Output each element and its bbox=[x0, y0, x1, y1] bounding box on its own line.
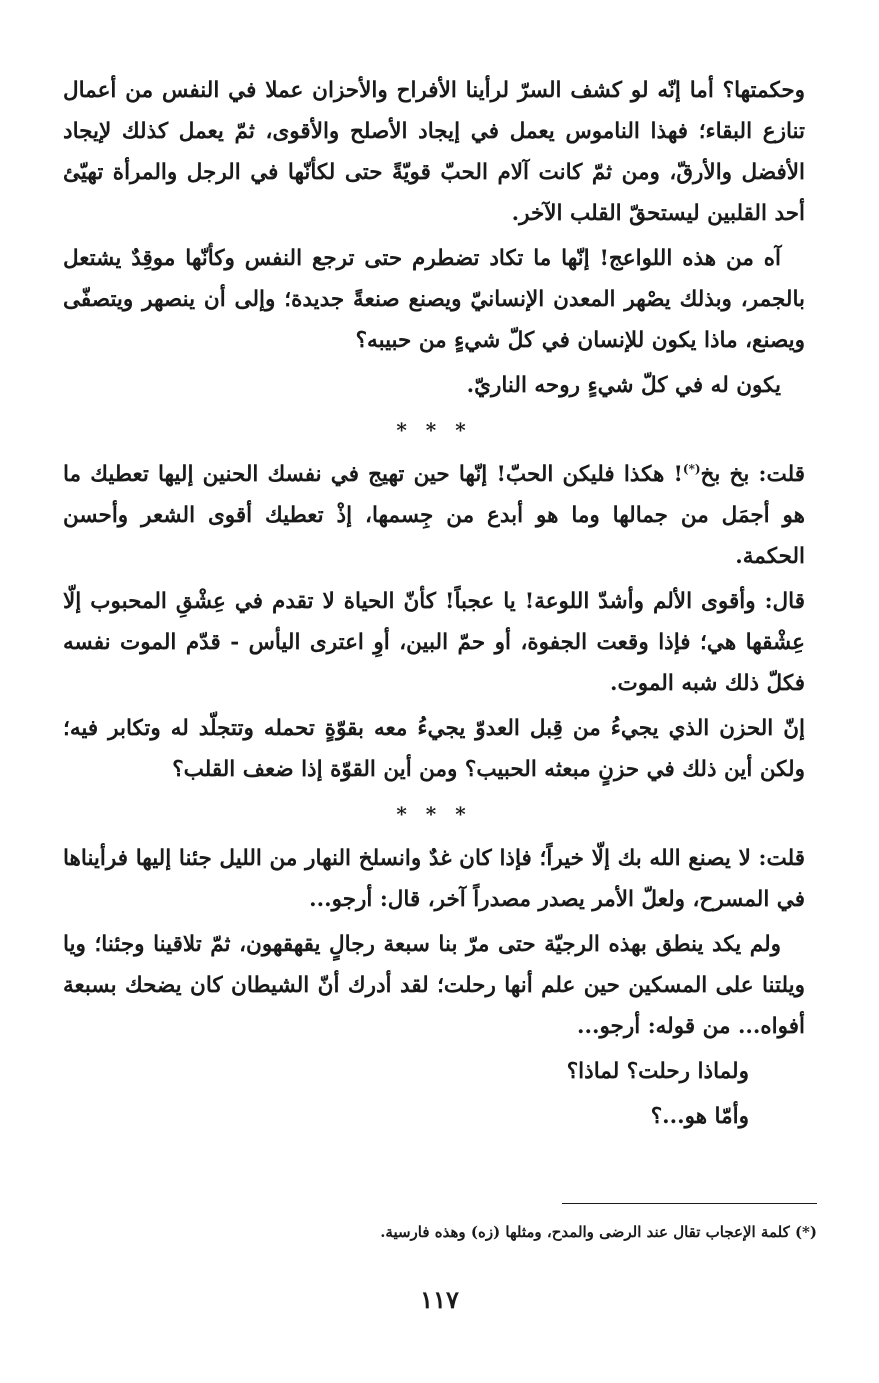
dialogue-i-said-1-start: قلت: بخ بخ bbox=[700, 462, 806, 487]
paragraph-continuation: وحكمتها؟ أما إنّه لو كشف السرّ لرأينا الأفراح والأحزان عملا في النفس من أعمال تنازع البقاء؛ فهذا الناموس يعمل في إيجاد الأصلح والأقوى، ثمّ يعمل كذلك لإيجاد الأفضل والأرقّ، ومن ثمّ كانت آلام الحبّ قويّةً حتى لكأنّها في الرجل والمرأة تهيّئ أحد القلبين ليستحقّ القلب الآخر. bbox=[63, 78, 805, 226]
paragraph-seven-men: ولم يكد ينطق بهذه الرجيّة حتى مرّ بنا سبعة رجالٍ يقهقهون، ثمّ تلاقينا وجئنا؛ ويا ويلتنا على المسكين حين علم أنها رحلت؛ لقد أدرك أنّ الشيطان كان يضحك بسبعة أفواه... من قوله: أرجو... bbox=[63, 932, 805, 1039]
dialogue-i-said-1 bbox=[63, 454, 805, 577]
section-separator: * * * bbox=[396, 802, 472, 826]
page-number: ١١٧ bbox=[420, 1285, 459, 1314]
line-why-left: ولماذا رحلت؟ لماذا؟ bbox=[566, 1059, 749, 1084]
dialogue-he-said-1: قال: وأقوى الألم وأشدّ اللوعة! يا عجباً! كأنّ الحياة لا تقدم في عِشْقِ المحبوب إلّا عِشْقها هي؛ فإذا وقعت الجفوة، أو حمّ البين، أوِ اعترى اليأس - قدّم الموت نفسه فكلّ ذلك شبه الموت. bbox=[63, 589, 805, 696]
footnote-rule bbox=[562, 1203, 817, 1204]
dialogue-i-said-2: قلت: لا يصنع الله بك إلّا خيراً؛ فإذا كان غدٌ وانسلخ النهار من الليل جئنا إليها فرأيناها في المسرح، ولعلّ الأمر يصدر مصدراً آخر، قال: أرجو... bbox=[63, 846, 805, 912]
footnote: (*) كلمة الإعجاب تقال عند الرضى والمدح، ومثلها (زه) وهذه فارسية. bbox=[380, 1223, 817, 1241]
paragraph-lawaij: آه من هذه اللواعج! إنّها ما تكاد تضطرم حتى ترجع النفس وكأنّها موقِدٌ يشتعل بالجمر، وبذلك يصْهر المعدن الإنسانيّ ويصنع صنعةً جديدة؛ وإلى أن ينصهر ويتصفّى ويصنع، ماذا يكون للإنسان في كلّ شيءٍ من حبيبه؟ bbox=[63, 246, 805, 353]
dialogue-sorrow: إنّ الحزن الذي يجيءُ من قِبل العدوّ يجيءُ معه بقوّةٍ تحمله وتتجلّد له وتكابر فيه؛ ولكن أين ذلك في حزنٍ مبعثه الحبيب؟ ومن أين القوّة إذا ضعف القلب؟ bbox=[63, 716, 805, 782]
main-text bbox=[63, 70, 805, 1141]
footnote-marker: (*) bbox=[682, 461, 701, 476]
dialogue-i-said-1-rest: ! هكذا فليكن الحبّ! إنّها حين تهيج في نفسك الحنين إليها تعطيك ما هو أجمَل من جمالها وما هو أبدع من جِسمها، إذْ تعطيك أقوى الشعر وأحسن الحكمة. bbox=[63, 462, 805, 569]
section-separator: * * * bbox=[396, 418, 472, 442]
line-and-him: وأمّا هو...؟ bbox=[650, 1104, 749, 1129]
paragraph-fiery-spirit: يكون له في كلّ شيءٍ روحه الناريّ. bbox=[466, 373, 781, 398]
